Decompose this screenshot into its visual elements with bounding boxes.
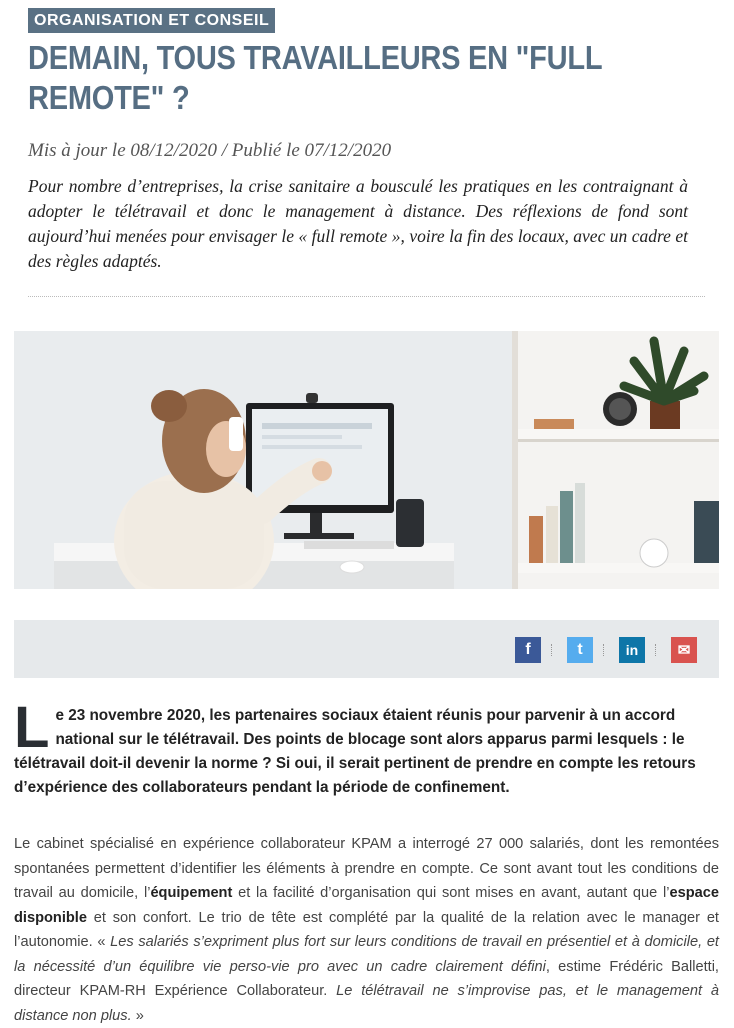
hero-image bbox=[14, 331, 719, 589]
share-bar bbox=[14, 620, 719, 678]
publication-dates: Mis à jour le 08/12/2020 / Publié le 07/12/2020 bbox=[28, 140, 392, 161]
linkedin-icon[interactable]: in bbox=[619, 637, 645, 663]
paragraph-text: » bbox=[131, 1007, 144, 1024]
bold-term-espace: espace disponible bbox=[14, 885, 719, 926]
intro-text: e 23 novembre 2020, les partenaires sociaux étaient réunis pour parvenir à un accord national sur le télétravail. Des points de blocage sont alors apparus parmi lesquels : le télétravail doit-il devenir la norme ? Si oui, il serait pertinent de prendre en compte les retours d’expérience des collaborateurs pendant la période de confinement. bbox=[14, 707, 696, 796]
woman-on-phone-at-computer-photo bbox=[14, 331, 719, 589]
divider bbox=[28, 296, 705, 297]
paragraph-text: et son confort. Le trio de tête est complété par la qualité de la relation avec le manager et l’autonomie. « bbox=[14, 909, 719, 950]
twitter-icon[interactable]: t bbox=[567, 637, 593, 663]
share-separator bbox=[551, 644, 553, 656]
share-separator bbox=[655, 644, 657, 656]
dropcap: L bbox=[14, 695, 50, 760]
email-icon[interactable]: ✉ bbox=[671, 637, 697, 663]
article-paragraph bbox=[14, 832, 719, 1028]
share-separator bbox=[603, 644, 605, 656]
bold-term-equipement: équipement bbox=[150, 885, 233, 901]
category-label[interactable]: ORGANISATION ET CONSEIL bbox=[28, 8, 275, 33]
paragraph-text: , estime Frédéric Balletti, directeur KPAM-RH Expérience Collaborateur. bbox=[14, 958, 719, 999]
paragraph-text: Le cabinet spécialisé en expérience collaborateur KPAM a interrogé 27 000 salariés, dont les remontées spontanées permettent d’identifier les éléments à prendre en compte. Ce sont avant tout les conditions de travail au domicile, l’ bbox=[14, 836, 719, 901]
article-intro bbox=[14, 695, 719, 800]
facebook-icon[interactable]: f bbox=[515, 637, 541, 663]
quote-text: Le télétravail ne s’improvise pas, et le management à distance non plus. bbox=[14, 983, 719, 1024]
article-lede: Pour nombre d’entreprises, la crise sanitaire a bousculé les pratiques en les contraignant à adopter le télétravail et donc le management à distance. Des réflexions de fond sont aujourd’hui menées pour envisager le « full remote », voire la fin des locaux, avec un cadre et des règles adaptés. bbox=[28, 176, 688, 271]
paragraph-text: et la facilité d’organisation qui sont mises en avant, autant que l’ bbox=[232, 885, 670, 901]
article-title: DEMAIN, TOUS TRAVAILLEURS EN "FULL REMOTE" ? bbox=[28, 39, 602, 116]
quote-text: Les salariés s’expriment plus fort sur leurs conditions de travail en présentiel et à domicile, et la nécessité d’un équilibre vie perso-vie pro avec un cadre clairement défini bbox=[14, 934, 719, 975]
